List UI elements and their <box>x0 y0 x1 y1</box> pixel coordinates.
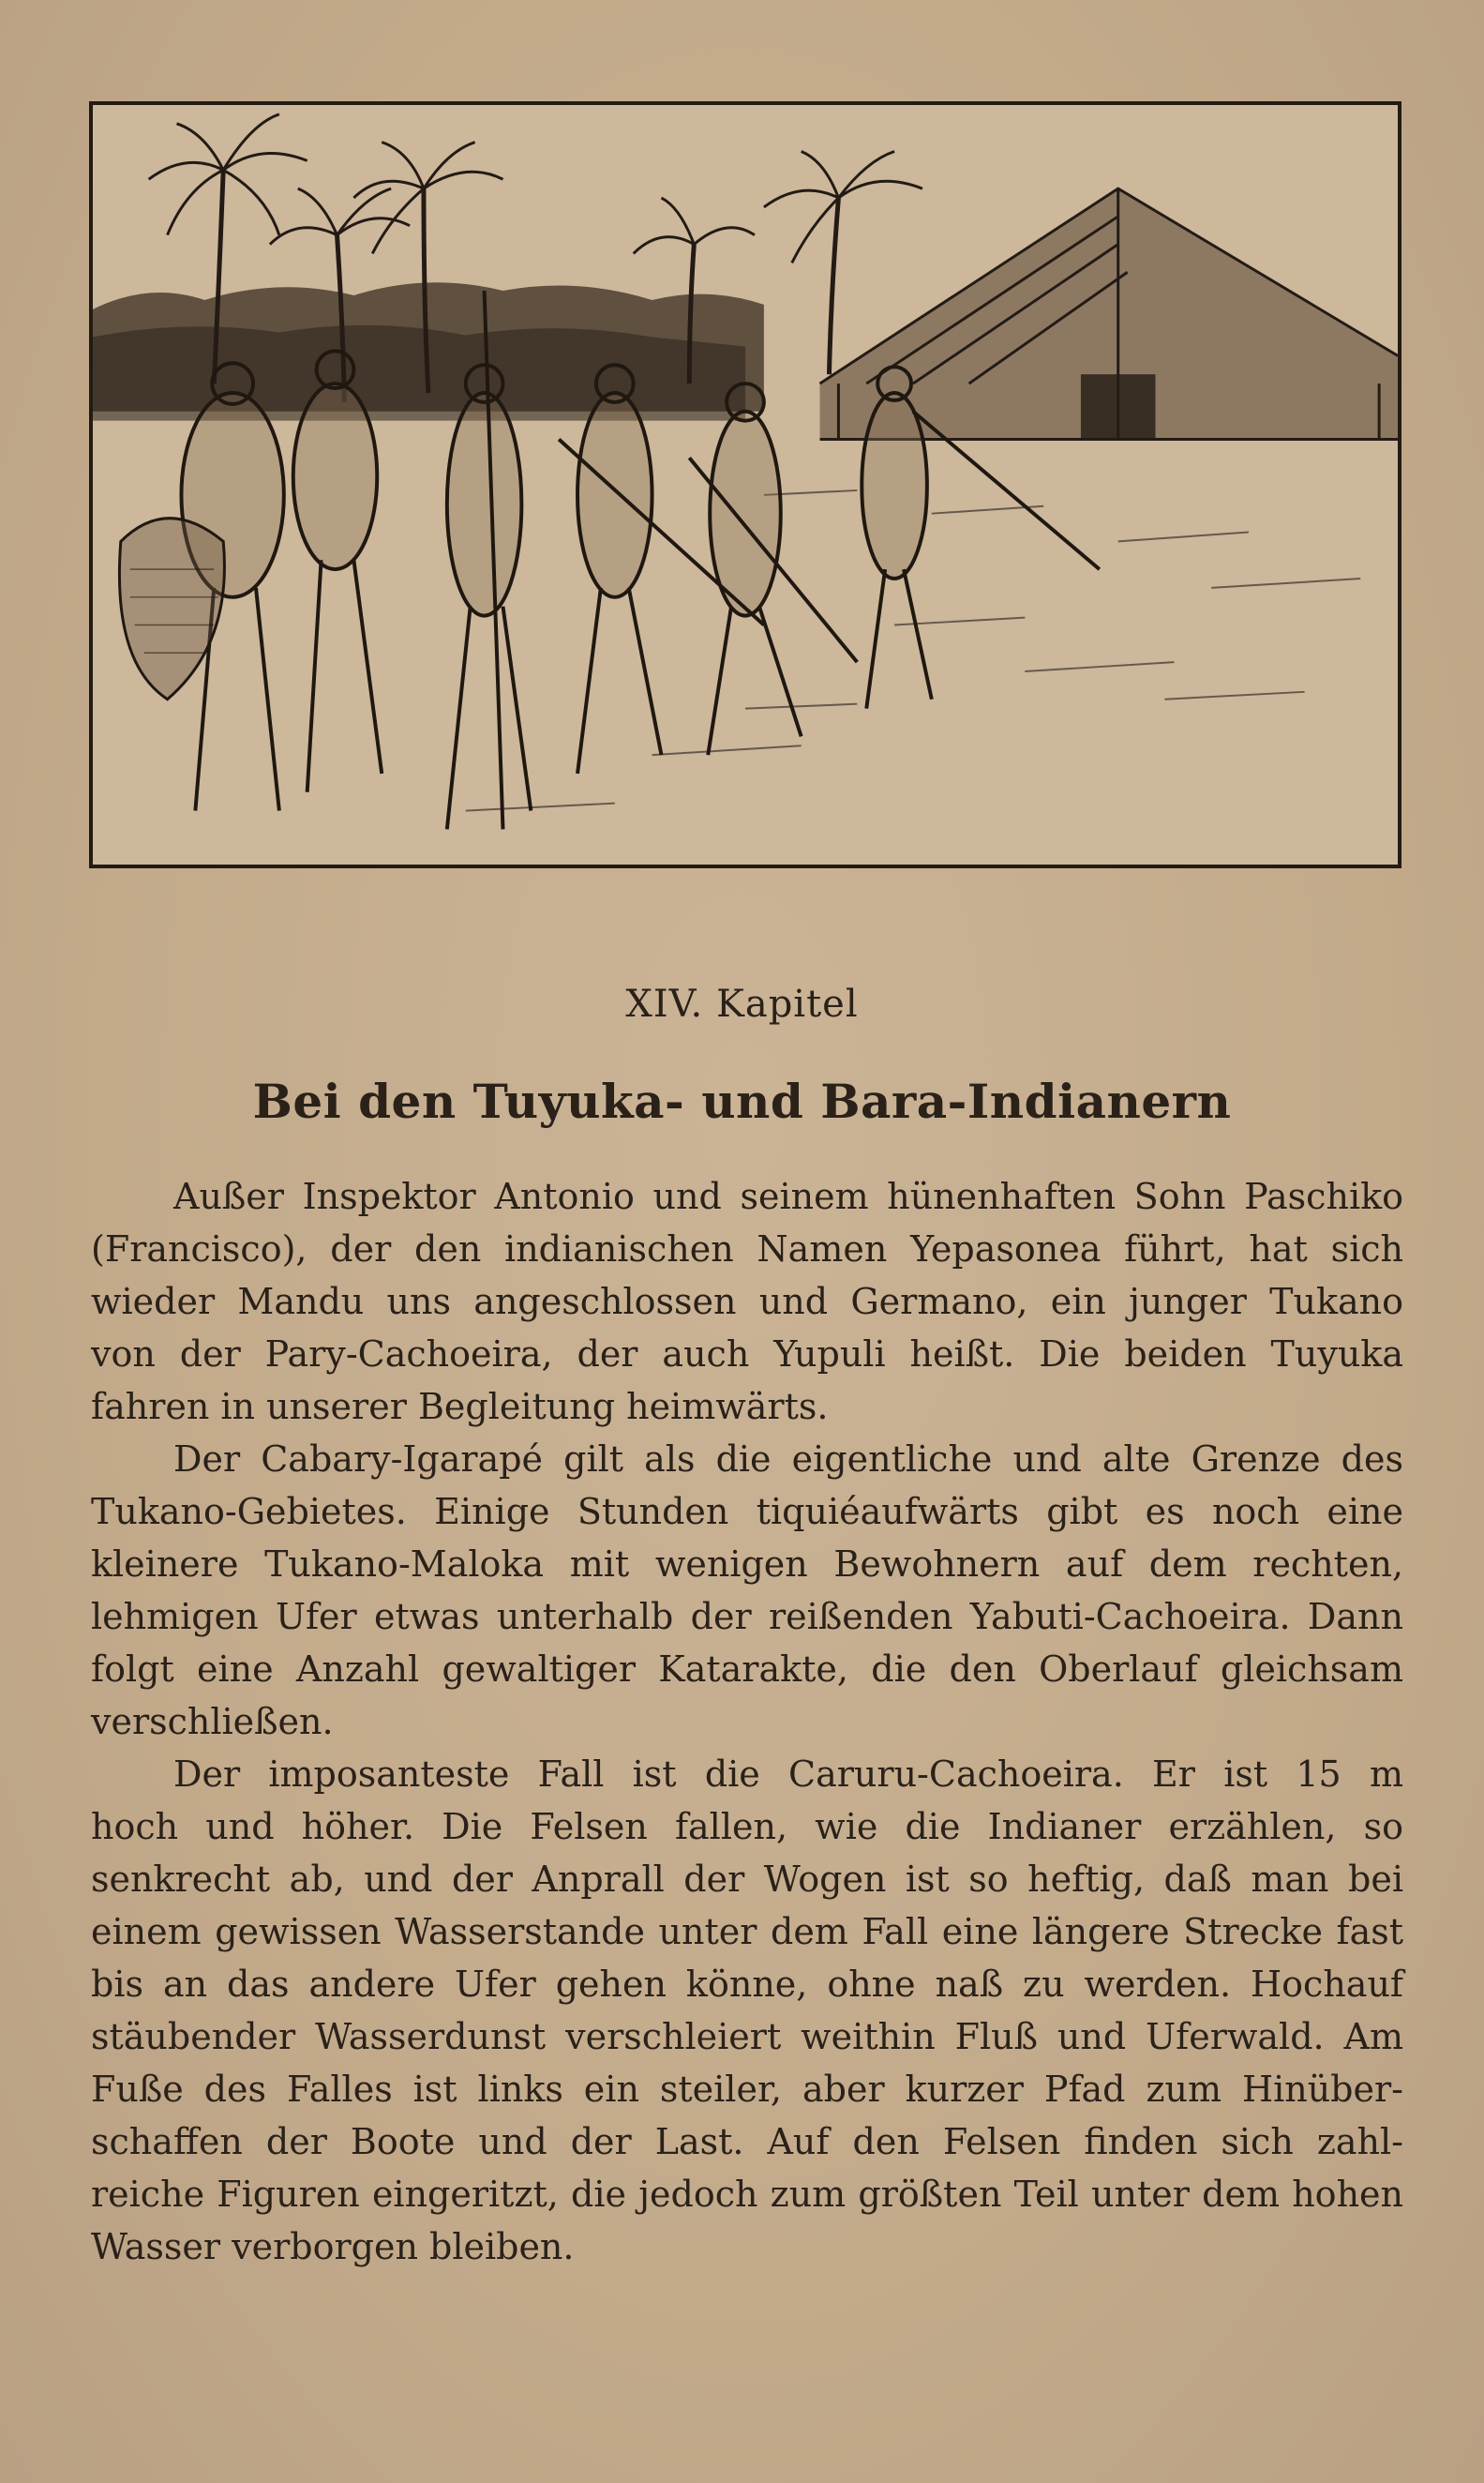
text-line: Wasser verborgen bleiben. <box>91 2226 575 2267</box>
engraving-illustration <box>89 101 1402 868</box>
text-line: wieder Mandu uns angeschlossen und Germano, ein junger Tukano <box>91 1281 1403 1322</box>
text-line: (Francisco), der den indianischen Namen Yepasonea führt, hat sich <box>91 1228 1403 1270</box>
text-line: Der Cabary-Igarapé gilt als die eigentliche und alte Grenze des <box>173 1438 1403 1480</box>
text-line: fahren in unserer Begleitung heimwärts. <box>91 1386 829 1427</box>
text-line: hoch und höher. Die Felsen fallen, wie die Indianer erzählen, so <box>91 1806 1403 1847</box>
paragraph <box>91 1748 1403 2273</box>
body-text <box>91 1170 1403 2273</box>
paragraph <box>91 1433 1403 1748</box>
text-line: Außer Inspektor Antonio und seinem hünenhaften Sohn Paschiko <box>173 1176 1403 1217</box>
text-line: Fuße des Falles ist links ein steiler, aber kurzer Pfad zum Hinüber- <box>91 2069 1403 2110</box>
indians-carrying-poles-drawing <box>93 105 1398 865</box>
text-line: schaffen der Boote und der Last. Auf den Felsen finden sich zahl- <box>91 2121 1403 2162</box>
text-line: lehmigen Ufer etwas unterhalb der reißenden Yabuti-Cachoeira. Dann <box>91 1596 1403 1637</box>
text-line: von der Pary-Cachoeira, der auch Yupuli heißt. Die beiden Tuyuka <box>91 1333 1403 1375</box>
text-line: senkrecht ab, und der Anprall der Wogen ist so heftig, daß man bei <box>91 1858 1403 1900</box>
text-line: kleinere Tukano-Maloka mit wenigen Bewohnern auf dem rechten, <box>91 1543 1403 1585</box>
text-line: Tukano-Gebietes. Einige Stunden tiquiéaufwärts gibt es noch eine <box>91 1491 1403 1532</box>
text-line: verschließen. <box>91 1701 334 1742</box>
text-line: stäubender Wasserdunst verschleiert weithin Fluß und Uferwald. Am <box>91 2016 1403 2057</box>
text-line: bis an das andere Ufer gehen könne, ohne naß zu werden. Hochauf <box>91 1964 1403 2005</box>
chapter-number: XIV. Kapitel <box>625 983 859 1026</box>
text-line: reiche Figuren eingeritzt, die jedoch zum größten Teil unter dem hohen <box>91 2174 1403 2215</box>
text-line: folgt eine Anzahl gewaltiger Katarakte, die den Oberlauf gleichsam <box>91 1648 1403 1690</box>
chapter-title: Bei den Tuyuka- und Bara-Indianern <box>252 1074 1232 1129</box>
text-line: Der imposanteste Fall ist die Caruru-Cachoeira. Er ist 15 m <box>173 1753 1403 1795</box>
text-line: einem gewissen Wasserstande unter dem Fall eine längere Strecke fast <box>91 1911 1403 1952</box>
paragraph <box>91 1170 1403 1433</box>
